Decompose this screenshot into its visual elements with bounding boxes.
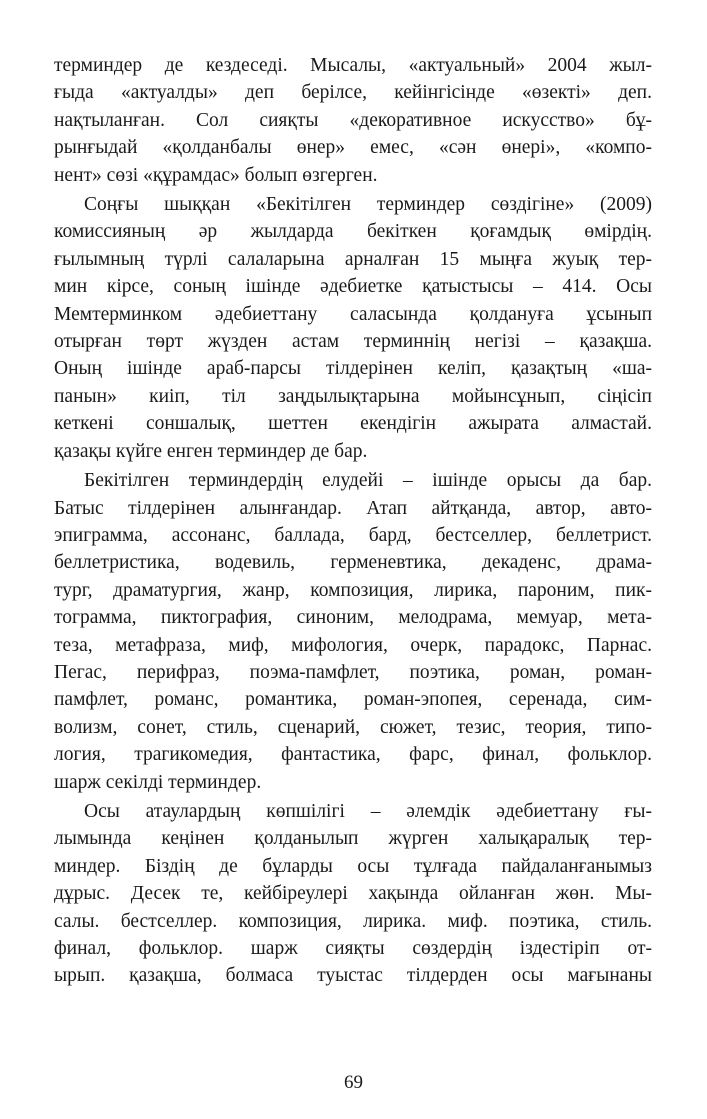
text-line: волизм, сонет, стиль, сценарий, сюжет, тезис, теория, типо-	[54, 716, 652, 738]
text-line: мин кірсе, соның ішінде әдебиетке қатыстысы – 414. Осы	[54, 276, 652, 298]
text-line: ғылымның түрлі салаларына арналған 15 мыңға жуық тер-	[54, 248, 652, 270]
text-line: теза, метафраза, миф, мифология, очерк, парадокс, Парнас.	[54, 634, 652, 656]
text-line: Соңғы шыққан «Бекітілген терминдер сөздігіне» (2009)	[84, 194, 652, 216]
page-body	[54, 52, 652, 990]
paragraph-2	[54, 191, 652, 465]
paragraph-3	[54, 467, 652, 796]
text-line: Осы атаулардың көпшілігі – әлемдік әдебиеттану ғы-	[84, 800, 652, 822]
paragraph-4	[54, 798, 652, 990]
text-line: салы. бестселлер. композиция, лирика. миф. поэтика, стиль.	[54, 910, 652, 932]
text-line: миндер. Біздің де бұларды осы тұлғада пайдаланғанымыз	[54, 855, 652, 877]
text-line: комиссияның әр жылдарда бекіткен қоғамдық өмірдің.	[54, 221, 652, 243]
text-line: Бекітілген терминдердің елудейі – ішінде орысы да бар.	[84, 470, 652, 492]
page-number: 69	[344, 1072, 363, 1093]
text-line: Пегас, перифраз, поэма-памфлет, поэтика, роман, роман-	[54, 661, 652, 683]
text-line: терминдер де кездеседі. Мысалы, «актуальный» 2004 жыл-	[54, 55, 652, 76]
text-line: кеткені соншалық, шеттен екендігін ажырата алмастай.	[54, 413, 652, 435]
text-line: отырған төрт жүзден астам терминнің негізі – қазақша.	[54, 331, 652, 353]
text-line: тограмма, пиктография, синоним, мелодрама, мемуар, мета-	[54, 607, 652, 629]
text-line: памфлет, романс, романтика, роман-эпопея, серенада, сим-	[54, 689, 652, 711]
text-line: рынғыдай «қолданбалы өнер» емес, «сән өнері», «компо-	[54, 137, 652, 159]
text-line: беллетристика, водевиль, герменевтика, декаденс, драма-	[54, 552, 652, 574]
text-line: тург, драматургия, жанр, композиция, лирика, пароним, пик-	[54, 579, 652, 601]
text-line: қазақы күйге енген терминдер де бар.	[54, 440, 368, 462]
paragraph-1	[54, 52, 652, 189]
text-line: Оның ішінде араб-парсы тілдерінен келіп, қазақтың «ша-	[54, 358, 652, 380]
text-line: шарж секілді терминдер.	[54, 771, 262, 793]
text-line: ырып. қазақша, болмаса туыстас тілдерден осы мағынаны	[54, 965, 652, 987]
text-line: логия, трагикомедия, фантастика, фарс, финал, фольклор.	[54, 744, 652, 766]
text-line: ғыда «актуалды» деп берілсе, кейінгісінде «өзекті» деп.	[54, 82, 652, 104]
text-line: Батыс тілдерінен алынғандар. Атап айтқанда, автор, авто-	[54, 497, 652, 519]
text-line: нақтыланған. Сол сияқты «декоративное искусство» бұ-	[54, 109, 652, 131]
text-line: эпиграмма, ассонанс, баллада, бард, бестселлер, беллетрист.	[54, 524, 652, 546]
text-line: панын» киіп, тіл заңдылықтарына мойынсұнып, сіңісіп	[54, 385, 652, 407]
text-line: дұрыс. Десек те, кейбіреулері хақында ойланған жөн. Мы-	[54, 883, 652, 905]
text-line: нент» сөзі «құрамдас» болып өзгерген.	[54, 164, 378, 186]
text-line: финал, фольклор. шарж сияқты сөздердің іздестіріп от-	[54, 938, 652, 959]
text-line: лымында кеңінен қолданылып жүрген халықаралық тер-	[54, 828, 652, 850]
text-line: Мемтерминком әдебиеттану саласында қолдануға ұсынып	[54, 303, 652, 325]
